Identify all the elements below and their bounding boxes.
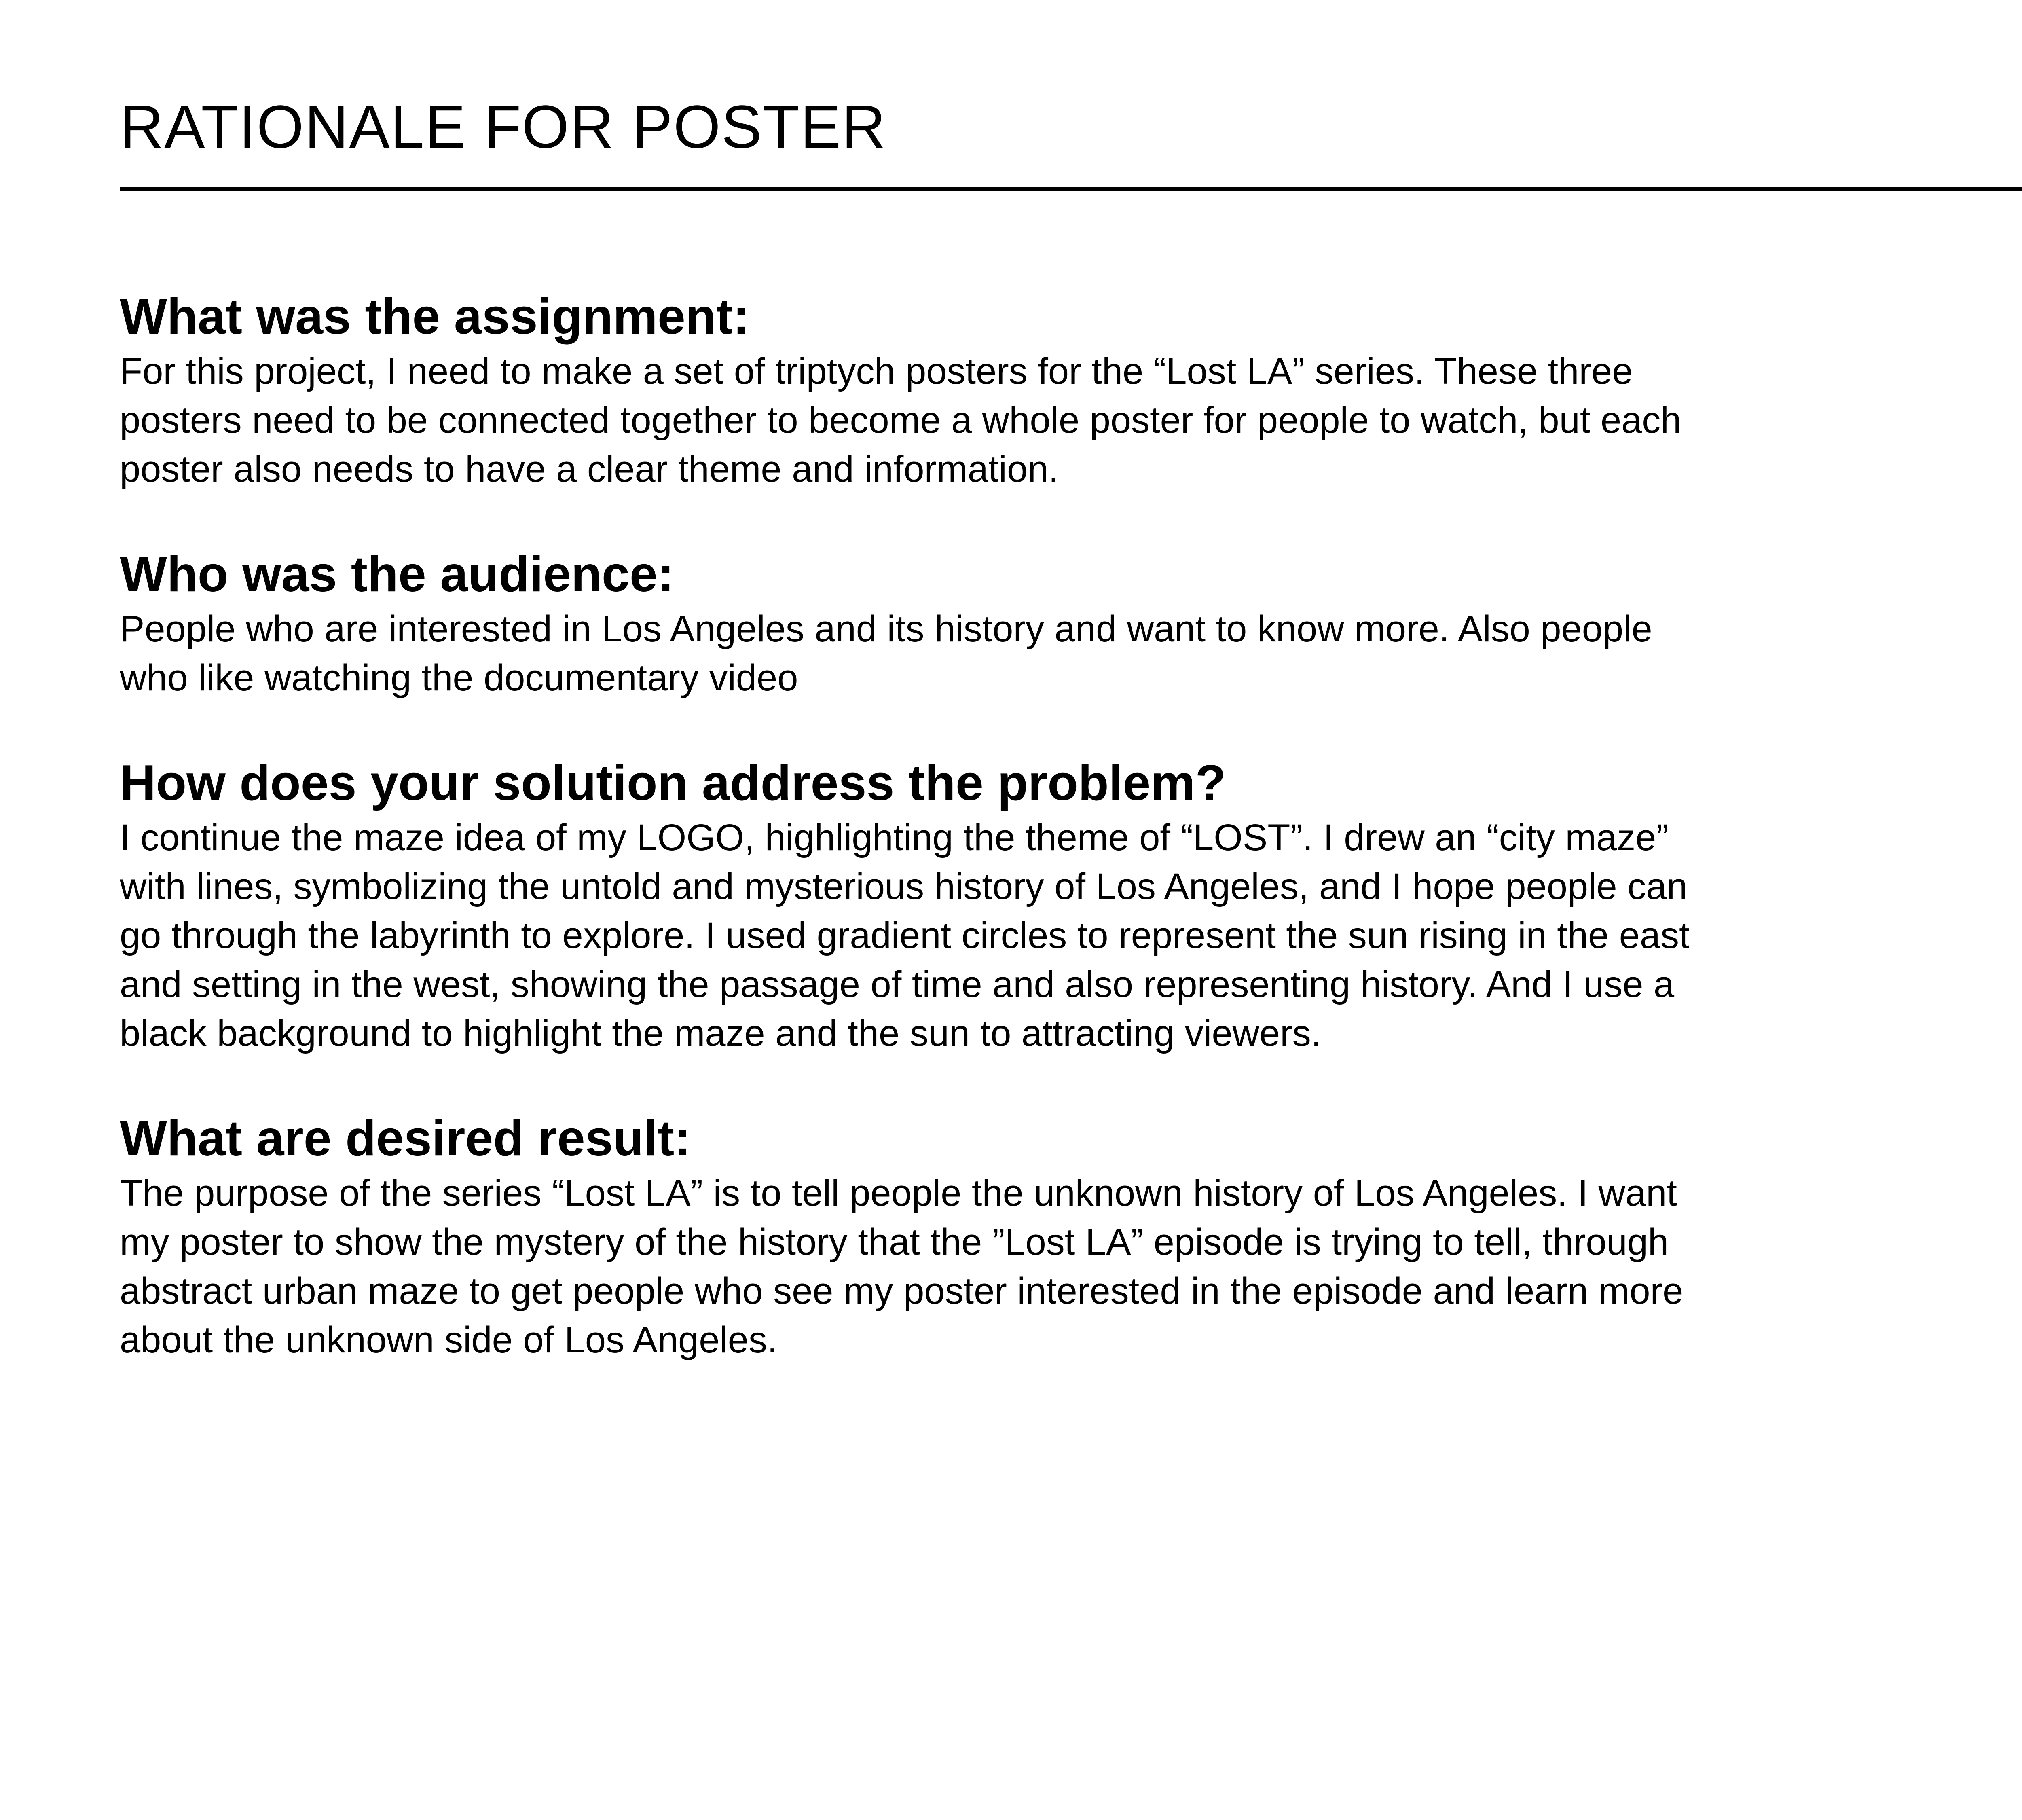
body-line: about the unknown side of Los Angeles. [120, 1319, 778, 1361]
body-line: The purpose of the series “Lost LA” is to tell people the unknown history of Los Angeles. I want [120, 1172, 1677, 1214]
section-heading: What was the assignment: [120, 289, 750, 345]
section-body [120, 813, 1778, 1058]
body-line: with lines, symbolizing the untold and mysterious history of Los Angeles, and I hope people can [120, 866, 1688, 907]
body-line: posters need to be connected together to become a whole poster for people to watch, but each [120, 400, 1681, 441]
section-body [120, 1169, 1778, 1365]
page-title: RATIONALE FOR POSTER [120, 93, 886, 161]
section-heading: How does your solution address the problem? [120, 755, 1226, 811]
body-line: go through the labyrinth to explore. I used gradient circles to represent the sun rising in the east [120, 915, 1690, 956]
section-heading: What are desired result: [120, 1111, 691, 1166]
section-desired-result [120, 1108, 1778, 1365]
body-line: black background to highlight the maze and the sun to attracting viewers. [120, 1013, 1322, 1054]
section-body [120, 347, 1778, 494]
section-heading: Who was the audience: [120, 546, 675, 602]
body-line: For this project, I need to make a set of triptych posters for the “Lost LA” series. These three [120, 351, 1633, 392]
section-audience [120, 544, 1778, 703]
body-line: abstract urban maze to get people who see my poster interested in the episode and learn more [120, 1270, 1684, 1312]
body-line: People who are interested in Los Angeles and its history and want to know more. Also people [120, 608, 1652, 650]
body-line: my poster to show the mystery of the history that the ”Lost LA” episode is trying to tell, through [120, 1221, 1669, 1263]
content-area [120, 286, 1778, 1365]
body-line: who like watching the documentary video [120, 657, 798, 698]
section-body [120, 605, 1778, 703]
body-line: poster also needs to have a clear theme and information. [120, 449, 1059, 490]
title-divider [120, 187, 2022, 191]
section-solution [120, 753, 1778, 1058]
body-line: and setting in the west, showing the passage of time and also representing history. And I use a [120, 964, 1675, 1005]
section-assignment [120, 286, 1778, 494]
body-line: I continue the maze idea of my LOGO, highlighting the theme of “LOST”. I drew an “city maze” [120, 817, 1669, 858]
